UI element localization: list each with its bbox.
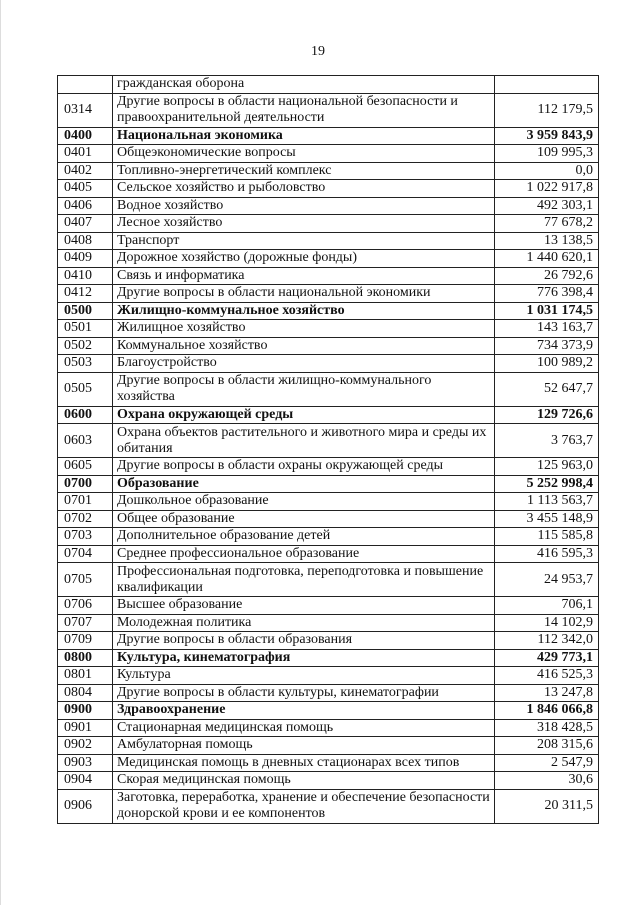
row-amount: 734 373,9 [495,337,599,355]
row-code: 0503 [58,355,113,373]
row-name: Амбулаторная помощь [113,737,495,755]
row-name: Другие вопросы в области жилищно-коммунального хозяйства [113,372,495,406]
row-name: Другие вопросы в области национальной экономики [113,285,495,303]
row-code: 0701 [58,493,113,511]
row-name: Культура [113,667,495,685]
table-row [58,789,599,823]
row-name: Дошкольное образование [113,493,495,511]
section-row [58,302,599,320]
row-amount: 13 138,5 [495,232,599,250]
row-code: 0709 [58,632,113,650]
row-amount: 0,0 [495,162,599,180]
table-row [58,232,599,250]
row-code: 0402 [58,162,113,180]
row-name: Связь и информатика [113,267,495,285]
table-row [58,597,599,615]
row-amount: 3 959 843,9 [495,127,599,145]
row-name: Другие вопросы в области охраны окружающей среды [113,458,495,476]
table-row [58,424,599,458]
row-name: Среднее профессиональное образование [113,545,495,563]
row-amount: 2 547,9 [495,754,599,772]
row-code: 0901 [58,719,113,737]
row-name: Образование [113,475,495,493]
row-name: Заготовка, переработка, хранение и обеспечение безопасности донорской крови и ее компонентов [113,789,495,823]
row-amount: 416 525,3 [495,667,599,685]
row-amount: 115 585,8 [495,528,599,546]
section-row [58,406,599,424]
row-name: Стационарная медицинская помощь [113,719,495,737]
row-amount: 3 763,7 [495,424,599,458]
row-amount: 1 113 563,7 [495,493,599,511]
row-code: 0705 [58,563,113,597]
row-amount: 1 846 066,8 [495,702,599,720]
row-name: Скорая медицинская помощь [113,772,495,790]
row-name: Общее образование [113,510,495,528]
row-name: Молодежная политика [113,614,495,632]
table-row [58,528,599,546]
row-amount: 20 311,5 [495,789,599,823]
row-name: Профессиональная подготовка, переподготовка и повышение квалификации [113,563,495,597]
table-row [58,667,599,685]
row-amount: 5 252 998,4 [495,475,599,493]
row-amount: 100 989,2 [495,355,599,373]
table-row [58,145,599,163]
table-row [58,754,599,772]
row-code: 0702 [58,510,113,528]
row-code [58,76,113,94]
row-amount: 109 995,3 [495,145,599,163]
row-name: гражданская оборона [113,76,495,94]
row-amount: 13 247,8 [495,684,599,702]
section-row [58,649,599,667]
row-name: Коммунальное хозяйство [113,337,495,355]
row-amount: 26 792,6 [495,267,599,285]
row-amount: 143 163,7 [495,320,599,338]
row-amount: 208 315,6 [495,737,599,755]
row-code: 0703 [58,528,113,546]
row-amount: 492 303,1 [495,197,599,215]
table-row [58,372,599,406]
row-code: 0902 [58,737,113,755]
row-code: 0605 [58,458,113,476]
row-name: Другие вопросы в области образования [113,632,495,650]
table-row [58,162,599,180]
table-row [58,76,599,94]
row-code: 0603 [58,424,113,458]
row-name: Охрана объектов растительного и животного мира и среды их обитания [113,424,495,458]
row-name: Лесное хозяйство [113,215,495,233]
row-amount: 776 398,4 [495,285,599,303]
row-name: Дополнительное образование детей [113,528,495,546]
row-amount: 112 342,0 [495,632,599,650]
table-row [58,337,599,355]
table-row [58,458,599,476]
table-row [58,285,599,303]
row-amount: 24 953,7 [495,563,599,597]
row-name: Здравоохранение [113,702,495,720]
row-amount [495,76,599,94]
table-row [58,563,599,597]
row-name: Общеэкономические вопросы [113,145,495,163]
row-code: 0412 [58,285,113,303]
table-row [58,267,599,285]
row-code: 0501 [58,320,113,338]
table-row [58,545,599,563]
row-code: 0900 [58,702,113,720]
table-row [58,493,599,511]
table-row [58,215,599,233]
row-code: 0700 [58,475,113,493]
row-amount: 129 726,6 [495,406,599,424]
row-code: 0401 [58,145,113,163]
row-code: 0706 [58,597,113,615]
table-row [58,180,599,198]
row-amount: 3 455 148,9 [495,510,599,528]
row-name: Медицинская помощь в дневных стационарах всех типов [113,754,495,772]
row-code: 0408 [58,232,113,250]
row-amount: 1 022 917,8 [495,180,599,198]
table-body [58,76,599,824]
row-code: 0906 [58,789,113,823]
row-name: Другие вопросы в области национальной безопасности и правоохранительной деятельности [113,93,495,127]
section-row [58,127,599,145]
row-name: Жилищно-коммунальное хозяйство [113,302,495,320]
table-row [58,684,599,702]
row-code: 0707 [58,614,113,632]
row-code: 0804 [58,684,113,702]
row-amount: 77 678,2 [495,215,599,233]
table-row [58,737,599,755]
row-amount: 112 179,5 [495,93,599,127]
row-name: Другие вопросы в области культуры, кинематографии [113,684,495,702]
row-name: Жилищное хозяйство [113,320,495,338]
row-amount: 416 595,3 [495,545,599,563]
table-row [58,632,599,650]
row-amount: 125 963,0 [495,458,599,476]
row-code: 0409 [58,250,113,268]
row-amount: 1 031 174,5 [495,302,599,320]
row-code: 0406 [58,197,113,215]
table-row [58,510,599,528]
table-row [58,320,599,338]
row-code: 0505 [58,372,113,406]
row-code: 0704 [58,545,113,563]
row-code: 0400 [58,127,113,145]
row-code: 0314 [58,93,113,127]
row-amount: 52 647,7 [495,372,599,406]
row-name: Топливно-энергетический комплекс [113,162,495,180]
table-row [58,719,599,737]
row-name: Транспорт [113,232,495,250]
row-code: 0410 [58,267,113,285]
row-name: Водное хозяйство [113,197,495,215]
table-row [58,355,599,373]
table-row [58,93,599,127]
row-code: 0903 [58,754,113,772]
row-code: 0502 [58,337,113,355]
section-row [58,475,599,493]
row-name: Культура, кинематография [113,649,495,667]
row-code: 0407 [58,215,113,233]
row-amount: 14 102,9 [495,614,599,632]
row-name: Благоустройство [113,355,495,373]
table-row [58,772,599,790]
row-name: Национальная экономика [113,127,495,145]
row-name: Высшее образование [113,597,495,615]
row-code: 0800 [58,649,113,667]
row-name: Охрана окружающей среды [113,406,495,424]
row-amount: 429 773,1 [495,649,599,667]
budget-table [57,75,599,824]
row-amount: 1 440 620,1 [495,250,599,268]
row-amount: 706,1 [495,597,599,615]
row-name: Дорожное хозяйство (дорожные фонды) [113,250,495,268]
table-row [58,197,599,215]
table-row [58,250,599,268]
row-code: 0904 [58,772,113,790]
row-amount: 318 428,5 [495,719,599,737]
row-code: 0405 [58,180,113,198]
table-row [58,614,599,632]
page-edge [0,0,1,905]
row-code: 0600 [58,406,113,424]
row-name: Сельское хозяйство и рыболовство [113,180,495,198]
page-number: 19 [311,44,325,59]
row-code: 0500 [58,302,113,320]
row-amount: 30,6 [495,772,599,790]
row-code: 0801 [58,667,113,685]
section-row [58,702,599,720]
